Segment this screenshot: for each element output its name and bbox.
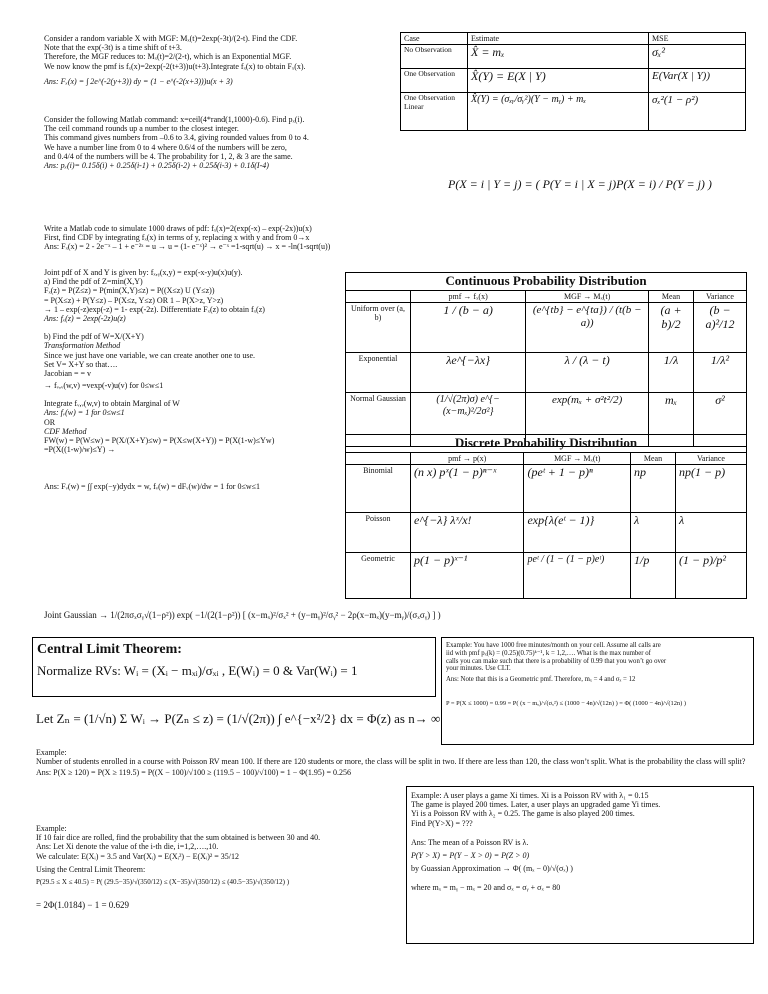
spacer xyxy=(411,828,749,838)
header-cell: Variance xyxy=(694,290,747,302)
estimate-cell: X̂ = mₓ xyxy=(468,45,649,69)
text-line: iid with pmf pₓ(k) = (0.25)(0.75)ᵏ⁻¹, k = 1,2,…. What is the max number of xyxy=(446,649,651,657)
answer-line: Ans: Fᵥ(w) = ∫∫ exp(−y)dydx = w, fᵥ(w) = dFᵥ(w)/dw = 1 for 0≤w≤1 xyxy=(44,482,261,492)
text-line: Since we just have one variable, we can create another one to use. xyxy=(44,350,256,360)
mse-cell: E(Var(X | Y)) xyxy=(649,69,746,93)
mgf-cell: peᵗ / (1 − (1 − p)eᵗ) xyxy=(524,553,631,599)
text-line: calls you can make such that there is a probability of 0.99 that you won’t go over xyxy=(446,657,667,665)
table-header-row xyxy=(346,452,747,464)
text-line: Consider the following Matlab command: x=ceil(4*rand(1,1000)-0.6). Find pₓ(i). xyxy=(44,115,305,124)
var-cell: (1 − p)/p² xyxy=(676,553,747,599)
mean-cell: 1/λ xyxy=(649,353,694,393)
estimate-cell: X̂(Y) = E(X | Y) xyxy=(468,69,649,93)
header-cell: pmf → fₓ(x) xyxy=(411,290,526,302)
pdf-cell: λe^{−λx} xyxy=(411,353,526,393)
clt-example-students xyxy=(36,748,754,778)
mgf-cell: exp{λ(eᵗ − 1)} xyxy=(524,513,631,553)
answer-line: Ans: fₓ(z) = 2exp(-2z)u(z) xyxy=(44,313,126,323)
mgf-cell: (e^{tb} − e^{ta}) / (t(b − a)) xyxy=(526,303,649,353)
game-example-box xyxy=(406,786,754,944)
pdf-cell: 1 / (b − a) xyxy=(411,303,526,353)
case-cell: One Observation xyxy=(401,69,468,93)
col-estimate: Estimate xyxy=(468,33,649,45)
text-line: We have a number line from 0 to 4 where 0.6/4 of the numbers will be zero, xyxy=(44,142,287,152)
header-cell xyxy=(346,290,411,302)
answer-line: Ans: Note that this is a Geometric pmf. Therefore, mₓ = 4 and σₓ = 12 xyxy=(446,676,636,684)
text-line: Example: You have 1000 free minutes/month on your cell. Assume all calls are xyxy=(446,642,661,649)
table-row xyxy=(346,513,747,553)
text-line: First, find CDF by integrating fₓ(x) in terms of y, replacing x with y and from 0→x xyxy=(44,233,310,243)
header-cell: MGF → Mₓ(t) xyxy=(526,290,649,302)
text-line: Therefore, the MGF reduces to: Mₓ(t)=2/(2-t), which is an Exponential MGF. xyxy=(44,52,292,62)
header-cell: pmf → p(x) xyxy=(411,452,524,464)
col-case: Case xyxy=(401,33,468,45)
text-line: This command gives numbers from –0.6 to 3.4, giving rounded values from 0 to 4. xyxy=(44,133,309,143)
clt-title: Central Limit Theorem: xyxy=(37,642,182,657)
mean-cell: 1/p xyxy=(631,553,676,599)
var-cell: 1/λ² xyxy=(694,353,747,393)
text-line: The game is played 200 times. Later, a user plays an upgraded game Yi times. xyxy=(411,800,661,810)
spacer xyxy=(44,390,340,399)
var-cell: λ xyxy=(676,513,747,553)
text-line: Note that the exp(-3t) is a time shift of t+3. xyxy=(44,43,182,53)
text-line: → 1 – exp(-z)exp(-z) = 1- exp(-2z). Differentiate Fₓ(z) to obtain fₓ(z) xyxy=(44,304,265,314)
matlab-ceil-problem xyxy=(44,115,396,170)
text-line: Number of students enrolled in a course with Poisson RV mean 100. If there are 120 students or more, the class will be split in two. If there are less than 120, the class won’t split. What is the probability the class will split? xyxy=(36,757,746,767)
mgf-cell: (peᵗ + 1 − p)ⁿ xyxy=(524,465,631,513)
minutes-equation: P = P(X ≤ 1000) = 0.99 = P( (x − mₓ)/√(σₓ²) ≤ (1000 − 4n)/√(12n) ) = Φ( (1000 − 4n)/√(12n) ) xyxy=(446,700,686,708)
mean-cell: mₓ xyxy=(649,393,694,447)
text-line: =P(X((1-w)/w)≤Y) → xyxy=(44,445,116,455)
mgf-problem xyxy=(44,34,396,86)
dist-name: Geometric xyxy=(346,553,411,599)
text-line: Ans: Let Xi denote the value of the i-th die, i=1,2,….,10. xyxy=(36,842,219,852)
text-line: Joint pdf of X and Y is given by: fₓ,ᵧ(x,y) = exp(-x-y)u(x)u(y). xyxy=(44,268,243,277)
header-cell: Mean xyxy=(631,452,676,464)
joint-pdf-problem xyxy=(44,268,340,492)
table-row xyxy=(401,69,746,93)
table-row xyxy=(346,465,747,513)
answer-line: Ans: Fₓ(x) = ∫ 2e^(-2(y+3)) dy = (1 − e^(-2(x+3)))u(x + 3) xyxy=(44,76,233,86)
case-cell: No Observation xyxy=(401,45,468,69)
text-line: FW(w) = P(W≤w) = P(X/(X+Y)≤w) = P(X≤w(X+Y)) = P(X(1-w)≤Yw) xyxy=(44,436,275,445)
dist-name: Poisson xyxy=(346,513,411,553)
dist-name: Exponential xyxy=(346,353,411,393)
mean-cell: λ xyxy=(631,513,676,553)
text-line: Integrate fᵥ,ᵥ(w,v) to obtain Marginal of W xyxy=(44,399,180,409)
text-line: a) Find the pdf of Z=min(X,Y) xyxy=(44,277,143,287)
mean-cell: (a + b)/2 xyxy=(649,303,694,353)
example-label: Example: xyxy=(36,824,67,833)
estimate-cell: X̂(Y) = (σₓᵧ/σᵧ²)(Y − mᵧ) + mₓ xyxy=(468,93,649,131)
joint-gaussian-formula: Joint Gaussian → 1/(2πσₓσᵧ√(1−ρ²)) exp( −1/(2(1−ρ²)) [ (x−mₓ)²/σₓ² + (y−mᵧ)²/σᵧ² − 2ρ(x−mₓ)(y−mᵧ)/(σₓσᵧ) ] ) xyxy=(44,610,441,620)
bayes-formula: P(X = i | Y = j) = ( P(Y = i | X = j)P(X = i) / P(Y = j) ) xyxy=(448,177,712,191)
table-title: Continuous Probability Distribution xyxy=(346,273,747,291)
text-line: Yi is a Poisson RV with λ₂ = 0.25. The game is also played 200 times. xyxy=(411,809,635,819)
table-header-row xyxy=(346,290,747,302)
table-row xyxy=(401,45,746,69)
text-line: your minutes. Use CLT. xyxy=(446,665,511,673)
answer-line: Ans: pₓ(i)= 0.15δ(i) + 0.25δ(i-1) + 0.25δ(i-2) + 0.25δ(i-3) + 0.1δ(I-4) xyxy=(44,160,269,170)
answer-line: Ans: fᵥ(w) = 1 for 0≤w≤1 xyxy=(44,408,125,418)
header-cell: Mean xyxy=(649,290,694,302)
text-line: Fₓ(z) = P(Z≤z) = P(min(X,Y)≤z) = P((X≤z) U (Y≤z)) xyxy=(44,286,215,296)
minutes-example-box xyxy=(441,637,754,745)
header-cell xyxy=(346,452,411,464)
text-line: by Guassian Approximation → Φ( (mₓ − 0)/√(σₓ) ) xyxy=(411,864,573,874)
table-title: Discrete Probability Distribution xyxy=(346,435,747,453)
case-cell: One Observation Linear xyxy=(401,93,468,131)
var-cell: np(1 − p) xyxy=(676,465,747,513)
pmf-cell: (n x) pˣ(1 − p)ⁿ⁻ˣ xyxy=(411,465,524,513)
dice-equation: P(29.5 ≤ X ≤ 40.5) = P( (29.5−35)/√(350/12) ≤ (X−35)/√(350/12) ≤ (40.5−35)/√(350/12) ) xyxy=(36,877,290,886)
spacer xyxy=(44,323,340,332)
header-cell: MGF → Mₓ(t) xyxy=(524,452,631,464)
dist-name: Binomial xyxy=(346,465,411,513)
table-row xyxy=(346,553,747,599)
mgf-cell: exp(mₓ + σ²t²/2) xyxy=(526,393,649,447)
mean-cell: np xyxy=(631,465,676,513)
matlab-simulate-problem xyxy=(44,224,396,252)
answer-line: Ans: P(X ≥ 120) = P(X ≥ 119.5) = P((X − 100)/√100 ≥ (119.5 − 100)/√100) = 1 − Φ(1.95) = 0.256 xyxy=(36,768,351,778)
pdf-cell: (1/√(2π)σ) e^{−(x−mₓ)²/2σ²} xyxy=(411,393,526,447)
mse-cell: σₓ²(1 − ρ²) xyxy=(649,93,746,131)
table-header-row xyxy=(401,33,746,45)
mse-cell: σₓ² xyxy=(649,45,746,69)
pmf-cell: e^{−λ} λˣ/x! xyxy=(411,513,524,553)
example-label: Example: xyxy=(36,748,67,757)
text-line: b) Find the pdf of W=X/(X+Y) xyxy=(44,332,144,342)
spacer xyxy=(411,873,749,883)
text-line: If 10 fair dice are rolled, find the probability that the sum obtained is between 30 and 40. xyxy=(36,833,321,843)
clt-normalize: Normalize RVs: Wᵢ = (Xᵢ − mₓᵢ)/σₓᵢ , E(Wᵢ) = 0 & Var(Wᵢ) = 1 xyxy=(37,663,358,679)
col-mse: MSE xyxy=(649,33,746,45)
text-line: Set V= X+Y so that…. xyxy=(44,359,118,369)
pmf-cell: p(1 − p)ˣ⁻¹ xyxy=(411,553,524,599)
text-line: The ceil command rounds up a number to the closest integer. xyxy=(44,124,239,134)
text-line: = P(X≤z) + P(Y≤z) – P(X≤z, Y≤z) OR 1 – P(X>z, Y>z) xyxy=(44,295,224,305)
subheading: Transformation Method xyxy=(44,341,121,351)
table-row xyxy=(401,93,746,131)
text-line: Using the Central Limit Theorem: xyxy=(36,864,146,874)
text-line: Jacobian = = v xyxy=(44,368,92,378)
dist-name: Uniform over (a, b) xyxy=(346,303,411,353)
clt-example-dice xyxy=(36,824,406,910)
table-row xyxy=(346,353,747,393)
table-row xyxy=(346,303,747,353)
discrete-distribution-table xyxy=(345,434,747,599)
text-line: We now know the pmf is fₓ(x)=2exp(-2(t+3))u(t+3).Integrate fₓ(x) to obtain Fₓ(x). xyxy=(44,61,306,71)
text-line: and 0.4/4 of the numbers will be 4. The probability for 1, 2, & 3 are the same. xyxy=(44,151,293,161)
subheading: CDF Method xyxy=(44,426,87,436)
continuous-distribution-table xyxy=(345,272,747,447)
dist-name: Normal Gaussian xyxy=(346,393,411,447)
text-line: Consider a random variable X with MGF: Mₓ(t)=2exp(-3t)/(2-t). Find the CDF. xyxy=(44,34,298,43)
estimate-table xyxy=(400,32,746,131)
mgf-cell: λ / (λ − t) xyxy=(526,353,649,393)
text-line: where mₓ = mᵧ − mₓ = 20 and σₓ = σᵧ + σₓ = 80 xyxy=(411,883,561,893)
clt-box xyxy=(32,637,436,697)
header-cell: Variance xyxy=(676,452,747,464)
text-line: P(Y > X) = P(Y − X > 0) = P(Z > 0) xyxy=(411,850,530,860)
answer-line: Ans: The mean of a Poisson RV is λ. xyxy=(411,837,529,847)
text-line: Write a Matlab code to simulate 1000 draws of pdf: fₓ(x)=2(exp(-x) – exp(-2x))u(x) xyxy=(44,224,312,233)
text-line: Example: A user plays a game Xi times. Xi is a Poisson RV with λ₁ = 0.15 xyxy=(411,791,649,800)
text-line: We calculate: E(Xᵢ) = 3.5 and Var(Xᵢ) = E(Xᵢ²) − E(Xᵢ)² = 35/12 xyxy=(36,851,239,861)
var-cell: (b − a)²/12 xyxy=(694,303,747,353)
clt-let: Let Zₙ = (1/√n) Σ Wᵢ → P(Zₙ ≤ z) = (1/√(2π)) ∫ e^{−x²/2} dx = Φ(z) as n→ ∞ xyxy=(36,711,441,726)
var-cell: σ² xyxy=(694,393,747,447)
text-line: OR xyxy=(44,417,56,427)
text-line: Find P(Y>X) = ??? xyxy=(411,818,473,828)
dice-result: = 2Φ(1.0184) − 1 = 0.629 xyxy=(36,899,130,910)
answer-line: Ans: Fₓ(x) = 2 - 2e⁻ˣ – 1 + e⁻²ˣ = u → u = (1- e⁻ˣ)² → e⁻ˣ =1-sqrt(u) → x = -ln(1-sqrt(u)) xyxy=(44,242,331,252)
text-line: → fᵥ,ᵥ(w,v) =vexp(-v)u(v) for 0≤w≤1 xyxy=(44,381,164,391)
